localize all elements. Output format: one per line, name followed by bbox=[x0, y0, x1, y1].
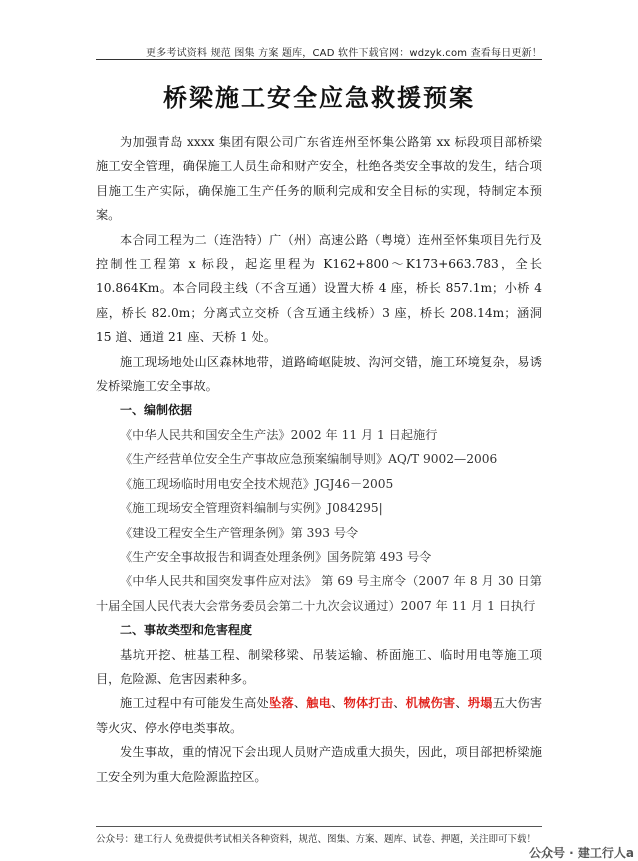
reference-item: 《施工现场临时用电安全技术规范》JGJ46－2005 bbox=[120, 476, 394, 491]
reference-item: 《生产安全事故报告和调查处理条例》国务院第 493 号令 bbox=[120, 549, 432, 564]
accident-paragraph-3: 发生事故，重的情况下会出现人员财产造成重大损失，因此，项目部把桥梁施工安全列为重大危险源监控区。 bbox=[96, 745, 542, 784]
accident-paragraph-2 bbox=[96, 691, 542, 740]
document-title: 桥梁施工安全应急救援预案 bbox=[163, 84, 475, 112]
intro-paragraph-2: 本合同工程为二（连浩特）广（州）高速公路（粤境）连州至怀集项目先行及控制性工程第 x 标段，起迄里程为 K162+800～K173+663.783，全长 10.864Km。本合同段主线（不含互通）设置大桥 4 座，桥长 857.1m；小桥 4 座，桥长 82.0m；分离式立交桥（含互通主线桥）3 座，桥长 208.14m；涵洞 15 道、通道 21 座、天桥 1 处。 bbox=[96, 232, 542, 345]
hazard-suffix: 五大伤害等火灾、停水停电类事故。 bbox=[96, 696, 543, 735]
hazard-electric-shock: 触电 bbox=[306, 696, 332, 711]
hazard-separator: 、 bbox=[331, 696, 344, 711]
reference-item: 《生产经营单位安全生产事故应急预案编制导则》AQ/T 9002—2006 bbox=[120, 452, 498, 467]
intro-paragraph-1: 为加强青岛 xxxx 集团有限公司广东省连州至怀集公路第 xx 标段项目部桥梁施工安全管理，确保施工人员生命和财产安全，杜绝各类安全事故的发生，结合项目施工生产实际，确保施工生产任务的顺利完成和安全目标的实现，特制定本预案。 bbox=[96, 135, 542, 223]
accident-paragraph-1: 基坑开挖、桩基工程、制梁移梁、吊装运输、桥面施工、临时用电等施工项目，危险源、危害因素种多。 bbox=[96, 647, 542, 686]
watermark: 公众号 · 建工行人a bbox=[528, 846, 634, 860]
header-note: 更多考试资料 规范 图集 方案 题库，CAD 软件下载官网：wdzyk.com 查看每日更新！ bbox=[145, 48, 542, 59]
hazard-separator: 、 bbox=[293, 696, 307, 711]
hazard-separator: 、 bbox=[455, 696, 468, 711]
section-heading-accident-types: 二、事故类型和危害程度 bbox=[120, 623, 253, 638]
section-heading-basis: 一、编制依据 bbox=[120, 403, 193, 418]
reference-item: 《施工现场安全管理资料编制与实例》J084295| bbox=[120, 501, 383, 516]
footer-note: 公众号：建工行人 免费提供考试相关各种资料，规范、图集、方案、题库、试卷、押题，关注即可下载！ bbox=[96, 834, 537, 845]
header-divider bbox=[96, 59, 542, 60]
hazard-falling: 坠落 bbox=[269, 696, 294, 711]
hazard-object-strike: 物体打击 bbox=[343, 696, 394, 711]
intro-paragraph-3: 施工现场地处山区森林地带，道路崎岖陡坡、沟河交错，施工环境复杂，易诱发桥梁施工安全事故。 bbox=[96, 354, 542, 394]
reference-item: 《中华人民共和国突发事件应对法》 第 69 号主席令（2007 年 8 月 30 日第十届全国人民代表大会常务委员会第二十九次会议通过）2007 年 11 月 1 日执行 bbox=[96, 574, 542, 613]
document-body bbox=[96, 130, 542, 789]
hazard-collapse: 坍塌 bbox=[467, 696, 493, 711]
hazard-machinery-injury: 机械伤害 bbox=[405, 696, 456, 711]
footer-divider bbox=[96, 826, 542, 827]
hazard-separator: 、 bbox=[393, 696, 406, 711]
reference-item: 《中华人民共和国安全生产法》2002 年 11 月 1 日起施行 bbox=[120, 427, 438, 442]
hazard-prefix: 施工过程中有可能发生高处 bbox=[120, 696, 270, 711]
reference-item: 《建设工程安全生产管理条例》第 393 号令 bbox=[120, 525, 359, 540]
